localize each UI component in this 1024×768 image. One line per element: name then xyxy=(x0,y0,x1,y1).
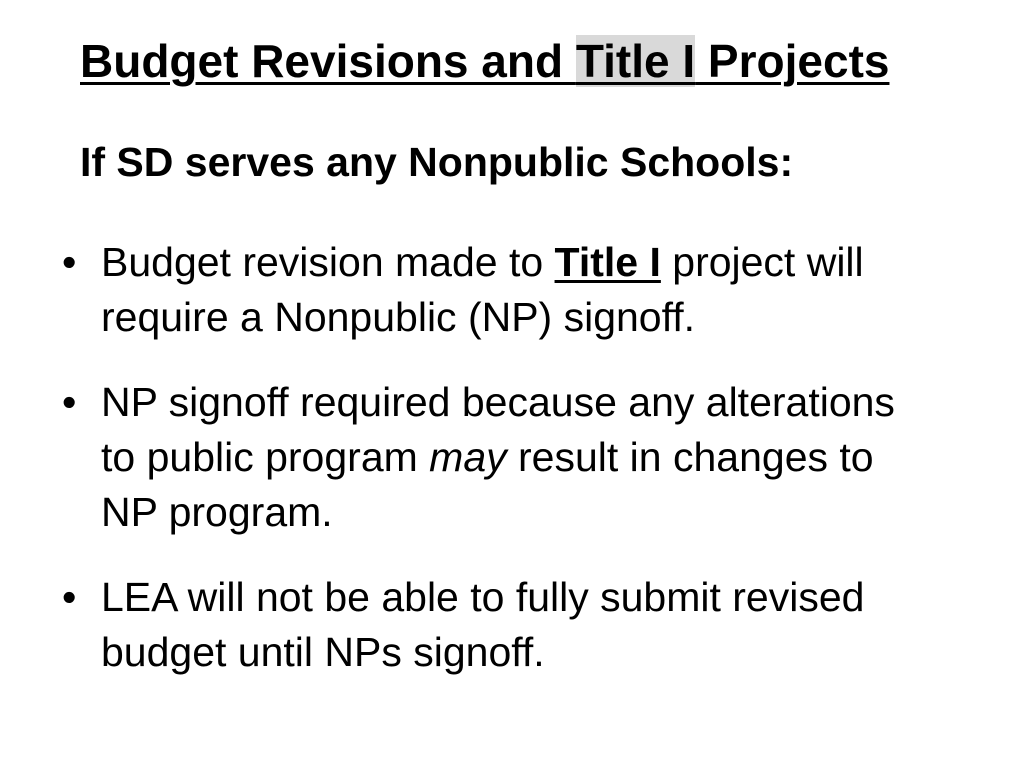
bullet-text: project will require a Nonpublic (NP) signoff. xyxy=(101,239,864,340)
bullet-item xyxy=(62,570,922,680)
bullet-emphasis: Title I xyxy=(554,239,661,285)
title-text-end: Projects xyxy=(695,35,890,87)
bullet-icon: • xyxy=(62,574,77,620)
bullet-text: result in changes to NP program. xyxy=(101,434,874,535)
bullet-emphasis: may xyxy=(429,434,507,480)
bullet-text: Budget revision made to xyxy=(101,239,555,285)
bullet-item xyxy=(62,375,922,540)
bullet-list xyxy=(62,235,922,710)
bullet-icon: • xyxy=(62,379,77,425)
bullet-text: LEA will not be able to fully submit revised budget until NPs signoff. xyxy=(101,574,865,675)
bullet-icon: • xyxy=(62,239,77,285)
bullet-text: NP signoff required because any alterations to public program xyxy=(101,379,895,480)
slide-title xyxy=(80,34,980,88)
bullet-item xyxy=(62,235,922,345)
title-text-start: Budget Revisions and xyxy=(80,35,576,87)
slide-subtitle: If SD serves any Nonpublic Schools: xyxy=(80,139,794,185)
title-highlight: Title I xyxy=(575,35,696,87)
